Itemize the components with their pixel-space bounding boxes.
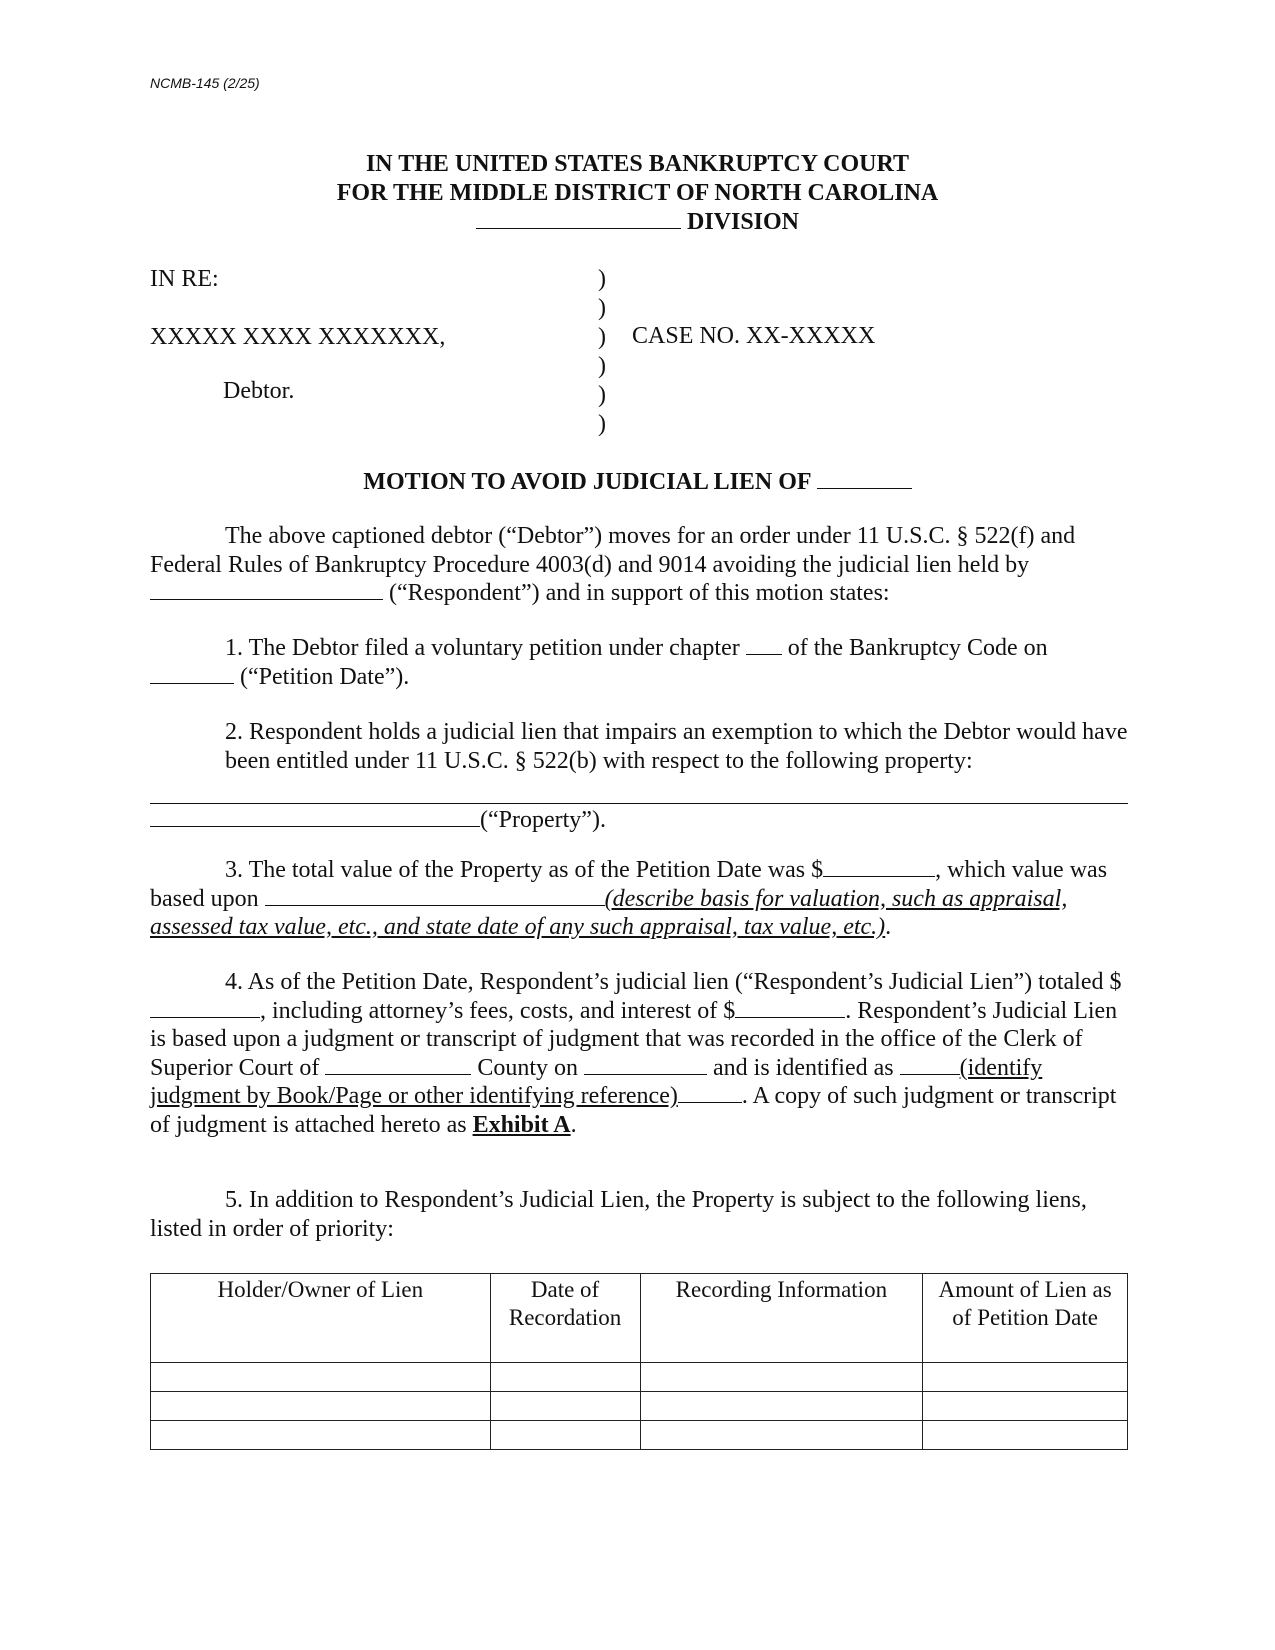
lien-total-blank[interactable]	[150, 997, 260, 1018]
court-division	[0, 208, 1275, 237]
judgment-instruction: (identify judgment by Book/Page or other identifying reference)	[150, 1054, 1043, 1109]
p4-text-6: . A copy of such judgment or transcript of judgment is attached hereto as	[150, 1083, 1117, 1138]
table-header-row	[151, 1274, 1128, 1363]
division-label: DIVISION	[686, 209, 800, 235]
case-number: CASE NO. XX-XXXXX	[632, 323, 876, 349]
p4-text-4: County on	[471, 1054, 584, 1081]
intro-text: The above captioned debtor (“Debtor”) moves for an order under 11 U.S.C. § 522(f) and Federal Rules of Bankruptcy Procedure 4003(d) and 9014 avoiding the judicial lien held by	[150, 523, 1076, 578]
caption-parentheses	[598, 265, 606, 439]
table-row	[151, 1392, 1128, 1421]
paren: )	[598, 353, 606, 379]
intro-text-end: (“Respondent”) and in support of this motion states:	[383, 580, 890, 606]
paren: )	[598, 324, 606, 350]
respondent-blank[interactable]	[150, 579, 383, 600]
column-header: Holder/Owner of Lien	[151, 1274, 491, 1363]
property-suffix: (“Property”).	[480, 807, 606, 833]
property-line	[150, 806, 1130, 835]
valuation-instruction: (describe basis for valuation, such as appraisal, assessed tax value, etc., and state date of any such appraisal, tax value, etc.)	[150, 885, 1068, 940]
p5-text: 5. In addition to Respondent’s Judicial Lien, the Property is subject to the following liens, listed in order of priority:	[150, 1187, 1087, 1242]
paragraph-3	[150, 856, 1130, 942]
table-cell[interactable]	[640, 1363, 923, 1392]
judgment-ref-blank-end[interactable]	[678, 1082, 742, 1103]
table-cell[interactable]	[923, 1392, 1128, 1421]
property-value-blank[interactable]	[823, 856, 935, 877]
exhibit-label: Exhibit A	[472, 1111, 571, 1138]
debtor-label: Debtor.	[223, 378, 295, 404]
table-cell[interactable]	[490, 1421, 640, 1450]
lien-table	[150, 1273, 1128, 1450]
lienholder-blank[interactable]	[817, 468, 912, 489]
court-name: IN THE UNITED STATES BANKRUPTCY COURT	[365, 151, 910, 177]
recorded-date-blank[interactable]	[584, 1054, 707, 1075]
paren: )	[598, 266, 606, 292]
table-cell[interactable]	[151, 1421, 491, 1450]
paren: )	[598, 382, 606, 408]
p1-text: 1. The Debtor filed a voluntary petition under chapter	[225, 635, 746, 661]
p4-text: 4. As of the Petition Date, Respondent’s judicial lien (“Respondent’s Judicial Lien”) totaled $	[225, 969, 1122, 995]
paragraph-1	[150, 634, 1130, 691]
judgment-ref-blank[interactable]	[900, 1054, 960, 1075]
column-header: Recording Information	[640, 1274, 923, 1363]
column-header: Date of Recordation	[490, 1274, 640, 1363]
table-cell[interactable]	[151, 1363, 491, 1392]
motion-title	[0, 468, 1275, 496]
paren: )	[598, 411, 606, 437]
table-cell[interactable]	[151, 1392, 491, 1421]
in-re-label: IN RE:	[150, 266, 219, 292]
court-district: FOR THE MIDDLE DISTRICT OF NORTH CAROLINA	[336, 180, 939, 206]
property-blank[interactable]	[150, 806, 480, 827]
division-blank[interactable]	[476, 208, 681, 229]
p4-text-5: and is identified as	[707, 1054, 900, 1081]
form-id: NCMB-145 (2/25)	[150, 75, 260, 91]
valuation-basis-blank[interactable]	[265, 885, 605, 906]
paragraph-5	[150, 1186, 1130, 1243]
p3-text-3: .	[885, 914, 892, 940]
p1-text-3: (“Petition Date”).	[234, 663, 410, 690]
table-row	[151, 1363, 1128, 1392]
table-cell[interactable]	[923, 1421, 1128, 1450]
column-header: Amount of Lien as of Petition Date	[923, 1274, 1128, 1363]
chapter-blank[interactable]	[746, 634, 782, 655]
p3-text: 3. The total value of the Property as of the Petition Date was $	[225, 857, 824, 883]
paragraph-2	[150, 718, 1130, 835]
petition-date-blank[interactable]	[150, 663, 234, 684]
paragraph-4	[150, 968, 1130, 1139]
table-cell[interactable]	[490, 1392, 640, 1421]
p4-text-7: .	[570, 1111, 577, 1138]
p3-text-2: , which value was based upon	[150, 857, 1108, 912]
p4-text-3: . Respondent’s Judicial Lien is based upon a judgment or transcript of judgment that was recorded in the office of the Clerk of Superior Court of	[150, 997, 1118, 1081]
table-row	[151, 1421, 1128, 1450]
p1-text-2: of the Bankruptcy Code on	[781, 635, 1048, 661]
fees-interest-blank[interactable]	[735, 997, 845, 1018]
court-header	[0, 150, 1275, 237]
paren: )	[598, 295, 606, 321]
table-cell[interactable]	[923, 1363, 1128, 1392]
intro-paragraph	[150, 522, 1130, 608]
table-cell[interactable]	[640, 1421, 923, 1450]
table-cell[interactable]	[640, 1392, 923, 1421]
p4-text-2: , including attorney’s fees, costs, and interest of $	[260, 997, 736, 1024]
motion-title-text: MOTION TO AVOID JUDICIAL LIEN OF	[363, 469, 811, 495]
county-blank[interactable]	[325, 1054, 471, 1075]
p2-text: 2. Respondent holds a judicial lien that impairs an exemption to which the Debtor would have been entitled under 11 U.S.C. § 522(b) with respect to the following property:	[225, 719, 1128, 774]
debtor-name: XXXXX XXXX XXXXXXX,	[150, 324, 446, 350]
property-blank-line[interactable]	[150, 775, 1128, 804]
table-cell[interactable]	[490, 1363, 640, 1392]
